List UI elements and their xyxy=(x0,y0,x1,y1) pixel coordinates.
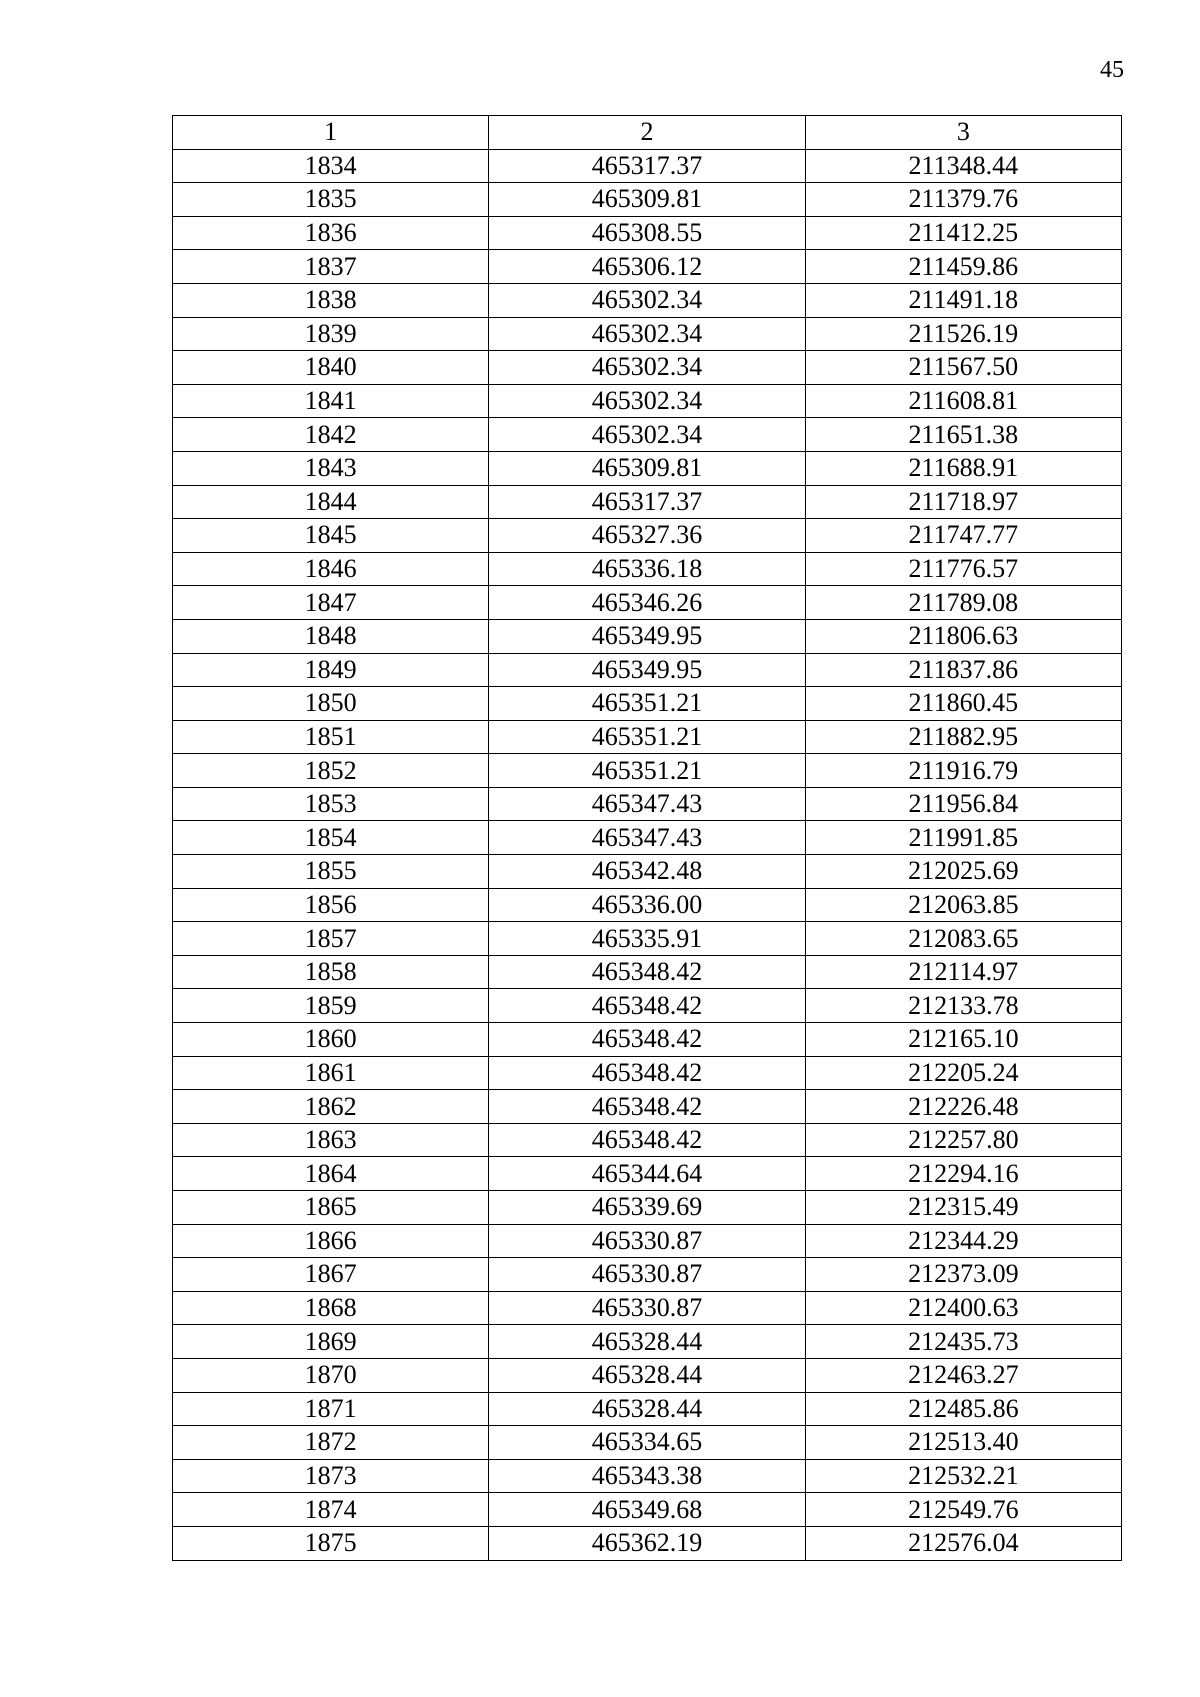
x-coordinate-cell: 465308.55 xyxy=(489,216,805,250)
table-row xyxy=(173,1493,1122,1527)
y-coordinate-cell: 212463.27 xyxy=(805,1358,1121,1392)
table-row xyxy=(173,1358,1122,1392)
table-row xyxy=(173,1224,1122,1258)
point-number-cell: 1837 xyxy=(173,250,489,284)
x-coordinate-cell: 465344.64 xyxy=(489,1157,805,1191)
point-number-cell: 1870 xyxy=(173,1358,489,1392)
x-coordinate-cell: 465334.65 xyxy=(489,1426,805,1460)
point-number-cell: 1855 xyxy=(173,855,489,889)
x-coordinate-cell: 465343.38 xyxy=(489,1459,805,1493)
x-coordinate-cell: 465351.21 xyxy=(489,687,805,721)
x-coordinate-cell: 465328.44 xyxy=(489,1392,805,1426)
table-row xyxy=(173,283,1122,317)
point-number-cell: 1846 xyxy=(173,552,489,586)
y-coordinate-cell: 212549.76 xyxy=(805,1493,1121,1527)
point-number-cell: 1869 xyxy=(173,1325,489,1359)
x-coordinate-cell: 465328.44 xyxy=(489,1358,805,1392)
point-number-cell: 1863 xyxy=(173,1123,489,1157)
x-coordinate-cell: 465330.87 xyxy=(489,1291,805,1325)
y-coordinate-cell: 212344.29 xyxy=(805,1224,1121,1258)
y-coordinate-cell: 212294.16 xyxy=(805,1157,1121,1191)
table-row xyxy=(173,619,1122,653)
x-coordinate-cell: 465348.42 xyxy=(489,955,805,989)
x-coordinate-cell: 465302.34 xyxy=(489,317,805,351)
x-coordinate-cell: 465309.81 xyxy=(489,183,805,217)
point-number-cell: 1860 xyxy=(173,1023,489,1057)
table-header-row xyxy=(173,116,1122,150)
point-number-cell: 1847 xyxy=(173,586,489,620)
table-row xyxy=(173,1426,1122,1460)
table-row xyxy=(173,149,1122,183)
point-number-cell: 1836 xyxy=(173,216,489,250)
point-number-cell: 1839 xyxy=(173,317,489,351)
x-coordinate-cell: 465348.42 xyxy=(489,989,805,1023)
y-coordinate-cell: 212373.09 xyxy=(805,1258,1121,1292)
table-row xyxy=(173,787,1122,821)
point-number-cell: 1841 xyxy=(173,384,489,418)
header-cell-3: 3 xyxy=(805,116,1121,150)
table-row xyxy=(173,720,1122,754)
x-coordinate-cell: 465302.34 xyxy=(489,418,805,452)
point-number-cell: 1862 xyxy=(173,1090,489,1124)
y-coordinate-cell: 212114.97 xyxy=(805,955,1121,989)
y-coordinate-cell: 211806.63 xyxy=(805,619,1121,653)
table-row xyxy=(173,586,1122,620)
table-row xyxy=(173,1157,1122,1191)
x-coordinate-cell: 465347.43 xyxy=(489,787,805,821)
x-coordinate-cell: 465342.48 xyxy=(489,855,805,889)
point-number-cell: 1838 xyxy=(173,283,489,317)
x-coordinate-cell: 465317.37 xyxy=(489,485,805,519)
x-coordinate-cell: 465362.19 xyxy=(489,1526,805,1560)
point-number-cell: 1845 xyxy=(173,519,489,553)
y-coordinate-cell: 211776.57 xyxy=(805,552,1121,586)
y-coordinate-cell: 212226.48 xyxy=(805,1090,1121,1124)
x-coordinate-cell: 465330.87 xyxy=(489,1258,805,1292)
table-row xyxy=(173,1123,1122,1157)
x-coordinate-cell: 465306.12 xyxy=(489,250,805,284)
x-coordinate-cell: 465335.91 xyxy=(489,922,805,956)
y-coordinate-cell: 212083.65 xyxy=(805,922,1121,956)
table-row xyxy=(173,821,1122,855)
point-number-cell: 1867 xyxy=(173,1258,489,1292)
x-coordinate-cell: 465336.18 xyxy=(489,552,805,586)
x-coordinate-cell: 465348.42 xyxy=(489,1123,805,1157)
point-number-cell: 1864 xyxy=(173,1157,489,1191)
y-coordinate-cell: 212435.73 xyxy=(805,1325,1121,1359)
table-row xyxy=(173,754,1122,788)
y-coordinate-cell: 212063.85 xyxy=(805,888,1121,922)
x-coordinate-cell: 465302.34 xyxy=(489,351,805,385)
y-coordinate-cell: 212576.04 xyxy=(805,1526,1121,1560)
point-number-cell: 1851 xyxy=(173,720,489,754)
x-coordinate-cell: 465349.68 xyxy=(489,1493,805,1527)
table-row xyxy=(173,351,1122,385)
x-coordinate-cell: 465328.44 xyxy=(489,1325,805,1359)
table-row xyxy=(173,519,1122,553)
x-coordinate-cell: 465317.37 xyxy=(489,149,805,183)
x-coordinate-cell: 465349.95 xyxy=(489,619,805,653)
table-row xyxy=(173,1023,1122,1057)
point-number-cell: 1835 xyxy=(173,183,489,217)
y-coordinate-cell: 212400.63 xyxy=(805,1291,1121,1325)
y-coordinate-cell: 211882.95 xyxy=(805,720,1121,754)
y-coordinate-cell: 212532.21 xyxy=(805,1459,1121,1493)
table-row xyxy=(173,451,1122,485)
table-row xyxy=(173,1392,1122,1426)
point-number-cell: 1861 xyxy=(173,1056,489,1090)
table-row xyxy=(173,653,1122,687)
y-coordinate-cell: 212165.10 xyxy=(805,1023,1121,1057)
table-row xyxy=(173,1191,1122,1225)
x-coordinate-cell: 465339.69 xyxy=(489,1191,805,1225)
table-row xyxy=(173,1056,1122,1090)
coordinates-table xyxy=(172,115,1122,1561)
point-number-cell: 1857 xyxy=(173,922,489,956)
table-row xyxy=(173,418,1122,452)
table-row xyxy=(173,989,1122,1023)
x-coordinate-cell: 465346.26 xyxy=(489,586,805,620)
point-number-cell: 1865 xyxy=(173,1191,489,1225)
table-row xyxy=(173,485,1122,519)
table-row xyxy=(173,552,1122,586)
x-coordinate-cell: 465330.87 xyxy=(489,1224,805,1258)
point-number-cell: 1849 xyxy=(173,653,489,687)
point-number-cell: 1850 xyxy=(173,687,489,721)
table-row xyxy=(173,1258,1122,1292)
page-number: 45 xyxy=(1100,57,1124,83)
y-coordinate-cell: 212025.69 xyxy=(805,855,1121,889)
table-row xyxy=(173,216,1122,250)
y-coordinate-cell: 211789.08 xyxy=(805,586,1121,620)
table-row xyxy=(173,1459,1122,1493)
table-row xyxy=(173,183,1122,217)
y-coordinate-cell: 212205.24 xyxy=(805,1056,1121,1090)
point-number-cell: 1843 xyxy=(173,451,489,485)
y-coordinate-cell: 211412.25 xyxy=(805,216,1121,250)
y-coordinate-cell: 211608.81 xyxy=(805,384,1121,418)
point-number-cell: 1872 xyxy=(173,1426,489,1460)
x-coordinate-cell: 465347.43 xyxy=(489,821,805,855)
point-number-cell: 1856 xyxy=(173,888,489,922)
point-number-cell: 1840 xyxy=(173,351,489,385)
y-coordinate-cell: 212257.80 xyxy=(805,1123,1121,1157)
table-row xyxy=(173,687,1122,721)
x-coordinate-cell: 465302.34 xyxy=(489,283,805,317)
table-row xyxy=(173,1090,1122,1124)
point-number-cell: 1844 xyxy=(173,485,489,519)
point-number-cell: 1854 xyxy=(173,821,489,855)
y-coordinate-cell: 211688.91 xyxy=(805,451,1121,485)
point-number-cell: 1852 xyxy=(173,754,489,788)
y-coordinate-cell: 211956.84 xyxy=(805,787,1121,821)
x-coordinate-cell: 465349.95 xyxy=(489,653,805,687)
point-number-cell: 1853 xyxy=(173,787,489,821)
table-row xyxy=(173,855,1122,889)
point-number-cell: 1874 xyxy=(173,1493,489,1527)
y-coordinate-cell: 211991.85 xyxy=(805,821,1121,855)
x-coordinate-cell: 465336.00 xyxy=(489,888,805,922)
table-row xyxy=(173,922,1122,956)
point-number-cell: 1875 xyxy=(173,1526,489,1560)
point-number-cell: 1871 xyxy=(173,1392,489,1426)
x-coordinate-cell: 465309.81 xyxy=(489,451,805,485)
x-coordinate-cell: 465351.21 xyxy=(489,720,805,754)
y-coordinate-cell: 211651.38 xyxy=(805,418,1121,452)
point-number-cell: 1866 xyxy=(173,1224,489,1258)
point-number-cell: 1859 xyxy=(173,989,489,1023)
x-coordinate-cell: 465327.36 xyxy=(489,519,805,553)
y-coordinate-cell: 212513.40 xyxy=(805,1426,1121,1460)
y-coordinate-cell: 211567.50 xyxy=(805,351,1121,385)
y-coordinate-cell: 211459.86 xyxy=(805,250,1121,284)
point-number-cell: 1858 xyxy=(173,955,489,989)
y-coordinate-cell: 211526.19 xyxy=(805,317,1121,351)
point-number-cell: 1842 xyxy=(173,418,489,452)
y-coordinate-cell: 211916.79 xyxy=(805,754,1121,788)
table-row xyxy=(173,250,1122,284)
header-cell-1: 1 xyxy=(173,116,489,150)
x-coordinate-cell: 465348.42 xyxy=(489,1056,805,1090)
point-number-cell: 1873 xyxy=(173,1459,489,1493)
y-coordinate-cell: 211860.45 xyxy=(805,687,1121,721)
y-coordinate-cell: 211747.77 xyxy=(805,519,1121,553)
header-cell-2: 2 xyxy=(489,116,805,150)
y-coordinate-cell: 212133.78 xyxy=(805,989,1121,1023)
table-row xyxy=(173,955,1122,989)
y-coordinate-cell: 211379.76 xyxy=(805,183,1121,217)
y-coordinate-cell: 211491.18 xyxy=(805,283,1121,317)
table-body xyxy=(173,116,1122,1561)
x-coordinate-cell: 465348.42 xyxy=(489,1023,805,1057)
y-coordinate-cell: 211348.44 xyxy=(805,149,1121,183)
table-row xyxy=(173,384,1122,418)
x-coordinate-cell: 465302.34 xyxy=(489,384,805,418)
x-coordinate-cell: 465351.21 xyxy=(489,754,805,788)
y-coordinate-cell: 211718.97 xyxy=(805,485,1121,519)
table-row xyxy=(173,1325,1122,1359)
point-number-cell: 1834 xyxy=(173,149,489,183)
table-row xyxy=(173,888,1122,922)
y-coordinate-cell: 212315.49 xyxy=(805,1191,1121,1225)
table-row xyxy=(173,1526,1122,1560)
y-coordinate-cell: 211837.86 xyxy=(805,653,1121,687)
x-coordinate-cell: 465348.42 xyxy=(489,1090,805,1124)
table-row xyxy=(173,1291,1122,1325)
point-number-cell: 1868 xyxy=(173,1291,489,1325)
table-row xyxy=(173,317,1122,351)
y-coordinate-cell: 212485.86 xyxy=(805,1392,1121,1426)
point-number-cell: 1848 xyxy=(173,619,489,653)
